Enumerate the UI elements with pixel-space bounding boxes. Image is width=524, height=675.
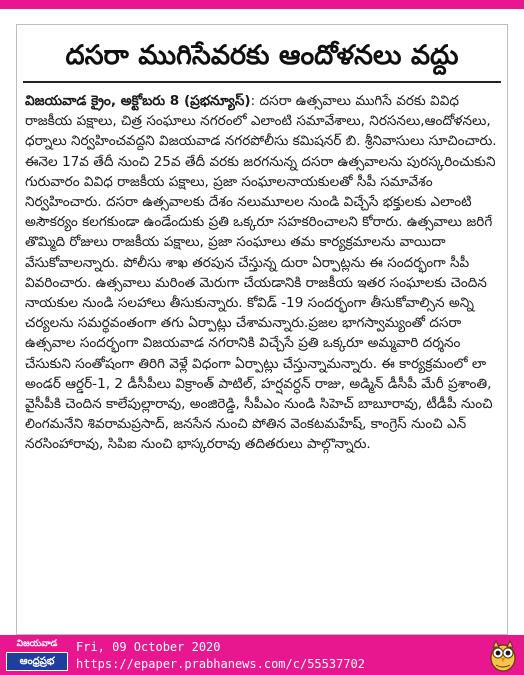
top-accent-strip (0, 0, 524, 9)
epaper-footer (0, 635, 524, 675)
andhraprabha-logo[interactable] (6, 638, 68, 672)
publish-date: Fri, 09 October 2020 (76, 640, 221, 654)
logo-edition-label: విజయవాడ (16, 639, 58, 649)
article-body-text: : దసరా ఉత్సవాలు ముగిసే వరకు వివిధ రాజకీయ పక్షాలు, చిత్ర సంఘాలు నగరంలో ఎలాంటి సమావేశాలు, నిరసనలు,ఆందోళనలు, ధర్నాలు నిర్వహించవద్దని విజయవాడ నగరపోలీసు కమిషనర్ బి. శ్రీనివాసులు సూచించారు. ఈనెల 17వ తేదీ నుంచి 25వ తేదీ వరకు జరగనున్న దసరా ఉత్సవాలను పురస్కరించుకుని గురువారం వివిధ రాజకీయ పక్షాలు, ప్రజా సంఘాలనాయకులతో సీపీ సమావేశం నిర్వహించారు. దసరా ఉత్సవాలకు దేశం నలుమూలల నుండి విచ్చేసే భక్తులకు ఎలాంటి అసౌకర్యం కలగకుండా ఉండేందుకు ప్రతి ఒక్కరూ సహకరించాలని కోరారు. ఉత్సవాలు జరిగే తొమ్మిది రోజులు రాజకీయ పక్షాలు, ప్రజా సంఘాలు తమ కార్యక్రమాలను వాయిదా వేసుకోవాలన్నారు. పోలీసు శాఖ తరపున చేస్తున్న దురా ఏర్పాట్లను ఈ సందర్భంగా సీపీ వివరించారు. ఉత్సవాలు మరింత మెరుగా చేయడానికి రాజకీయ ఇతర సంఘాలకు చెందిన నాయకుల నుండి సలహాలు తీసుకున్నారు. కోవిడ్ -19 సందర్భంగా తీసుకోవాల్సిన అన్ని చర్యలను సమర్థవంతంగా తగు ఏర్పాట్లు చేశామన్నారు.ప్రజల భాగస్వామ్యంతో దసరా ఉత్సవాల సందర్భంగా విజయవాడ నగరానికి విచ్చేసే ప్రతి ఒక్కరూ అమ్మవారి దర్శనం చేసుకుని సంతోషంగా తిరిగి వెళ్లే విధంగా ఏర్పాట్లు చేస్తున్నామన్నారు. ఈ కార్యక్రమంలో లా అండర్ ఆర్డర్-1, 2 డీసీపీలు విక్రాంత్ పాటిల్, హర్షవర్ధన్ రాజు, అడ్మిన్ డీసీపీ మేరీ ప్రశాంతి, వైసీపీకి చెందిన కాలేపుల్లారావు, అంజిరెడ్డి, సీపీఎం నుండి సిహెచ్ బాబూరావు, టీడీపీ నుంచి లింగమనేని శివరామప్రసాద్, జనసేన నుంచి పోతిన వెంకటమహేష్, కాంగ్రెస్ నుంచి ఎన్ నరసింహారావు, సిపిఐ నుంచి భాస్కరరావు తదితరులు పాల్గొన్నారు. (25, 93, 497, 453)
article-dateline: విజయవాడ క్రైం, అక్టోబరు 8 (ప్రభన్యూస్) (25, 93, 251, 109)
news-clipping (16, 24, 508, 635)
owl-icon (488, 638, 518, 672)
article-body (25, 91, 501, 631)
logo-masthead: ఆంధ్రప్రభ (6, 652, 68, 671)
article-headline: దసరా ముగిసేవరకు ఆందోళనలు వద్దు (23, 31, 501, 83)
clip-url-link[interactable]: https://epaper.prabhanews.com/c/55537702 (76, 657, 365, 671)
